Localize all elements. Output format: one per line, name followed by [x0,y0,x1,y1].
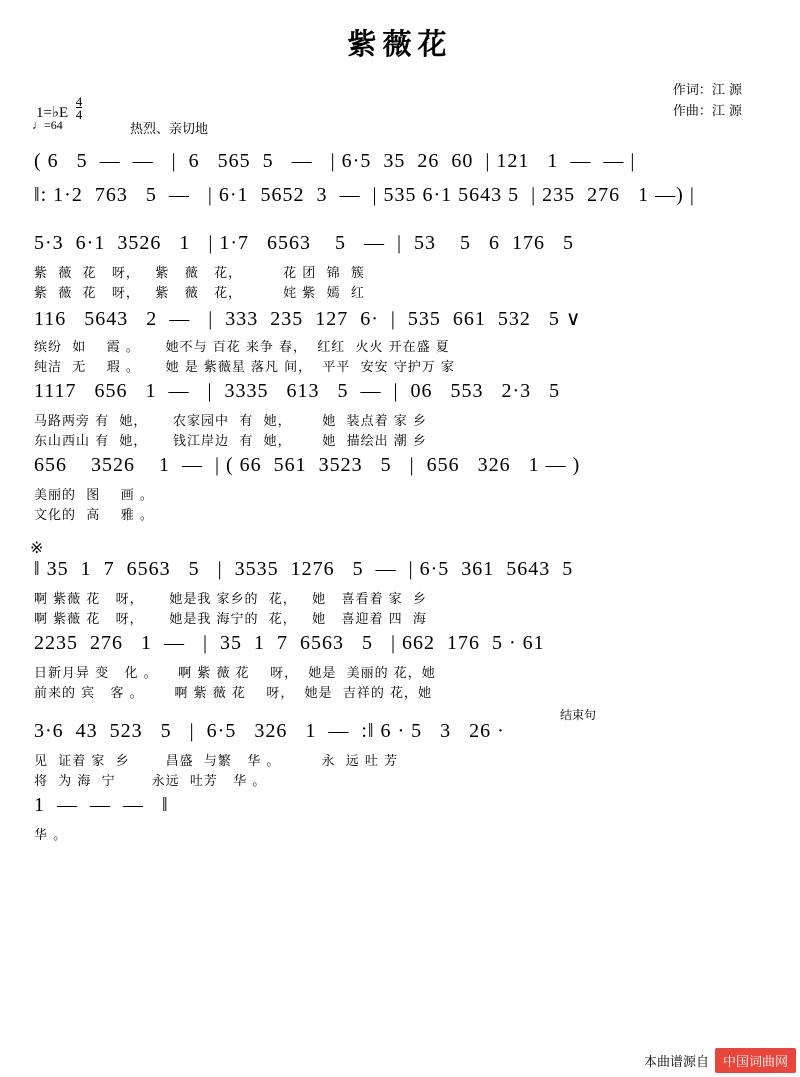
mood-marking: 热烈、亲切地 [130,122,209,137]
note-row: ‖ 35 1 7 6563 5 | 3535 1276 5 — | 6·5 361 5643 5 [34,558,574,580]
lyric-row-verse1: 日新月异 变 化 。 啊 紫 薇 花 呀， 她是 美丽的 花，她 [34,666,436,681]
score-line [0,632,800,702]
credits-block [673,80,742,122]
lyric-row-verse1: 美丽的 图 画 。 [34,488,154,503]
lyric-row-verse2: 紫 薇 花 呀， 紫 薇 花， 姹 紫 嫣 红 [34,286,365,301]
score-line [0,380,800,450]
tempo-marking: ♩=64 [32,118,63,132]
note-row: 2235 276 1 — | 35 1 7 6563 5 | 662 176 5 · 61 [34,632,545,654]
footer [644,1048,796,1073]
score-body [0,150,800,848]
note-row: ( 6 5 — — | 6 565 5 — | 6·5 35 26 60 | 121 1 — — | [34,150,636,172]
score-line [0,184,800,214]
page-title: 紫薇花 [347,27,453,61]
score-line [0,232,800,302]
lyric-row-verse2: 纯洁 无 瑕 。 她 是 紫薇星 落凡 间， 平平 安安 守护万 家 [34,360,455,375]
lyric-row-verse1: 紫 薇 花 呀， 紫 薇 花， 花 团 锦 簇 [34,266,365,281]
note-row: 116 5643 2 — | 333 235 127 6· | 535 661 532 5 ∨ [34,308,582,330]
coda-label: 结束句 [560,708,597,722]
lyric-row-verse2: 前来的 宾 客 。 啊 紫 薇 花 呀， 她是 吉祥的 花，她 [34,686,433,701]
sheet-music-page [0,22,800,1077]
time-signature-bottom: 4 [75,107,83,122]
lyric-row-verse2: 啊 紫薇 花 呀， 她是我 海宁的 花， 她 喜迎着 四 海 [34,612,427,627]
lyric-row-verse2: 东山西山 有 她， 钱江岸边 有 她， 她 描绘出 潮 乡 [34,434,427,449]
time-signature [76,96,83,120]
lyric-row-verse2: 文化的 高 雅 。 [34,508,154,523]
score-line [0,558,800,628]
site-badge[interactable]: 中国词曲网 [715,1048,796,1073]
lyricist-credit: 作词：江 源 [672,83,742,98]
time-signature-top: 4 [75,94,83,109]
key-signature: 1=♭E [36,105,69,121]
lyric-row-verse1: 啊 紫薇 花 呀， 她是我 家乡的 花， 她 喜看着 家 乡 [34,592,427,607]
lyric-row-verse2: 将 为 海 宁 永远 吐芳 华 。 [34,774,267,789]
score-line [0,794,800,844]
note-row: ‖: 1·2 763 5 — | 6·1 5652 3 — | 535 6·1 5643 5 | 235 276 1 —) | [34,184,695,206]
lyric-row-verse1: 见 证着 家 乡 昌盛 与繁 华 。 永 远 吐 芳 [34,754,398,769]
composer-credit: 作曲：江 源 [672,104,742,119]
score-line [0,720,800,790]
score-line [0,454,800,524]
note-row: 1 — — — ‖ [34,794,169,816]
note-row: 5·3 6·1 3526 1 | 1·7 6563 5 — | 53 5 6 176 5 [34,232,574,254]
note-row: 3·6 43 523 5 | 6·5 326 1 — :‖ 6 · 5 3 26 · [34,720,505,742]
score-line [0,306,800,376]
note-row: 1117 656 1 — | 3335 613 5 — | 06 553 2·3 5 [34,380,561,402]
note-row: 656 3526 1 — | ( 66 561 3523 5 | 656 326 1 — ) [34,454,581,476]
lyric-row-verse1: 缤纷 如 霞 。 她不与 百花 来争 春， 红红 火火 开在盛 夏 [34,340,450,355]
segno-icon: ※ [30,540,44,557]
score-line [0,150,800,180]
lyric-row-verse1: 华 。 [34,828,68,843]
lyric-row-verse1: 马路两旁 有 她， 农家园中 有 她， 她 装点着 家 乡 [34,414,427,429]
footer-source-text: 本曲谱源自 [643,1055,709,1070]
